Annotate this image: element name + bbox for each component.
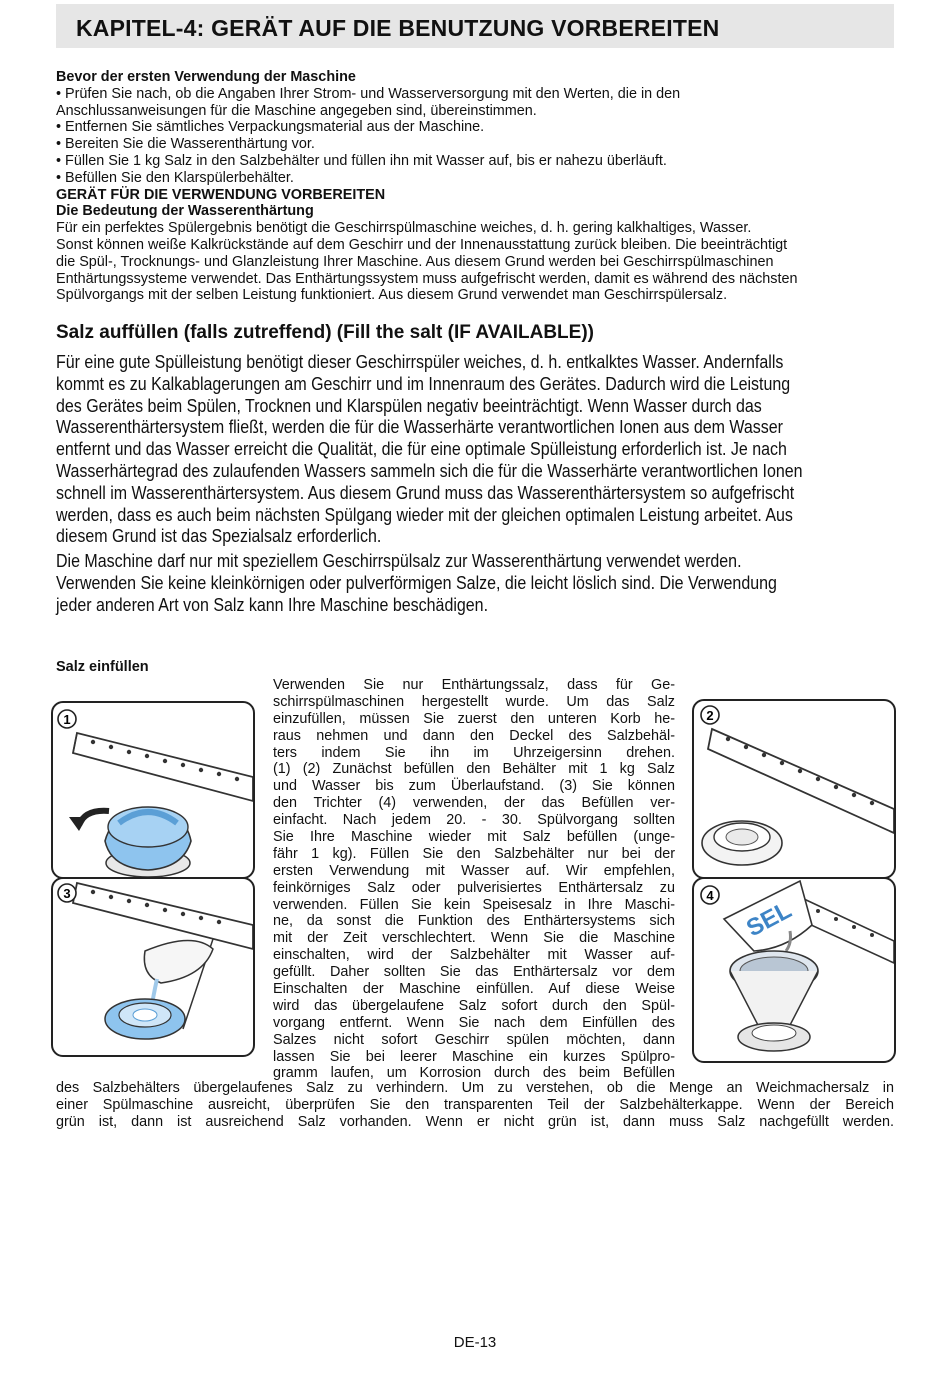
column-line: schirrspülmaschinen hergestellt wurde. Um das Salz bbox=[273, 693, 675, 710]
figure-4-funnel bbox=[692, 877, 896, 1063]
fill-salt-column-text bbox=[273, 677, 675, 1082]
column-line: feinkörniges Salz oder pulverisiertes Enthärtersalz zu bbox=[273, 879, 675, 896]
intro-line: • Prüfen Sie nach, ob die Angaben Ihrer Strom- und Wasserversorgung mit den Werten, die in den bbox=[56, 85, 681, 102]
salt-section-heading: Salz auffüllen (falls zutreffend) (Fill the salt (IF AVAILABLE)) bbox=[56, 322, 594, 343]
bottom-line: grün ist, dann ist ausreichend Salz vorhanden. Wenn er nicht grün ist, dann muss Salz nachgefüllt werden. bbox=[56, 1114, 894, 1130]
intro-subheading-1: GERÄT FÜR DIE VERWENDUNG VORBEREITEN bbox=[56, 186, 386, 203]
column-line: ters indem Sie ihn im Uhrzeigersinn drehen. bbox=[273, 744, 675, 761]
salt-paragraph-line: werden, dass es auch beim nächsten Spülgang wieder mit der gleichen optimalen Leistung arbeitet. Aus bbox=[56, 503, 793, 525]
figure-4-number: 4 bbox=[706, 888, 714, 903]
column-line: ne, da sonst die Funktion des Enthärtersystems sich bbox=[273, 913, 675, 930]
column-line: ersten Verwendung mit Wasser auf. Wir empfehlen, bbox=[273, 862, 675, 879]
bottom-line: des Salzbehälters übergelaufenes Salz zu verhindern. Um zu verstehen, ob die Menge an Weichmachersalz in bbox=[56, 1080, 894, 1096]
chapter-header-bar bbox=[56, 4, 894, 48]
intro-paragraph-line: Spülvorgangs mit der selben Leistung funktioniert. Aus diesem Grund verwendet man Geschirrspülersalz. bbox=[56, 287, 728, 304]
column-line: (1) (2) Zunächst befüllen den Behälter mit 1 kg Salz bbox=[273, 761, 675, 778]
salt-paragraph-line: des Gerätes beim Spülen, Trocknen und Klarspülen negativ beeinträchtigt. Wenn Wasser durch das bbox=[56, 394, 762, 416]
column-line: einfacht. Nach jedem 20. - 30. Spülvorgang sollten bbox=[273, 812, 675, 829]
intro-heading: Bevor der ersten Verwendung der Maschine bbox=[56, 69, 356, 85]
column-line: und Wasser bis zum Überlaufstand. (3) Sie können bbox=[273, 778, 675, 795]
intro-line: • Entfernen Sie sämtliches Verpackungsmaterial aus der Maschine. bbox=[56, 119, 485, 136]
column-line: verwenden. Füllen Sie kein Speisesalz in Ihre Maschi- bbox=[273, 896, 675, 913]
fill-salt-bottom-text bbox=[56, 1080, 894, 1131]
figure-2-open-container bbox=[692, 699, 896, 879]
salt-section-body bbox=[56, 351, 803, 616]
salt-paragraph-line: Wasserenthärtersystem fließt, werden die für die Wasserhärte verantwortlichen Ionen aus dem Wasser bbox=[56, 416, 783, 438]
column-line: Verwenden Sie nur Enthärtungssalz, dass für Ge- bbox=[273, 677, 675, 693]
intro-line: Anschlussanweisungen für die Maschine angegeben sind, übereinstimmen. bbox=[56, 102, 537, 119]
column-line: fähr 1 kg). Füllen Sie den Salzbehälter nur bei der bbox=[273, 845, 675, 862]
salt-paragraph-line: Wasserhärtegrad des zulaufenden Wassers sammeln sich die für die Wasserhärte verantwortlichen Ionen bbox=[56, 459, 803, 481]
salt-paragraph-line: schnell im Wasserenthärtersystem. Aus diesem Grund muss das Wasserenthärtersystem so aufgefrischt bbox=[56, 481, 795, 503]
column-line: Einschalten der Maschine einfüllen. Auf diese Weise bbox=[273, 981, 675, 998]
page-number: DE-13 bbox=[453, 1334, 497, 1351]
fill-salt-heading: Salz einfüllen bbox=[56, 659, 149, 675]
column-line: einzufüllen, müssen Sie zuerst den unteren Korb he- bbox=[273, 710, 675, 727]
salt-paragraph-line: diesem Grund ist das Spezialsalz erforderlich. bbox=[56, 525, 382, 547]
intro-section bbox=[56, 69, 896, 304]
column-line: lassen Sie bei leerer Maschine ein kurzes Spülpro- bbox=[273, 1048, 675, 1065]
chapter-title: KAPITEL-4: GERÄT AUF DIE BENUTZUNG VORBEREITEN bbox=[76, 15, 720, 41]
funnel-label: SEL bbox=[742, 896, 797, 943]
salt-paragraph-line: Die Maschine darf nur mit speziellem Geschirrspülsalz zur Wasserenthärtung verwendet werden. bbox=[56, 550, 742, 572]
figure-3-number: 3 bbox=[63, 886, 71, 901]
column-line: gramm laufen, um Korrosion durch des beim Befüllen bbox=[273, 1065, 675, 1082]
salt-paragraph-line: jeder anderen Art von Salz kann Ihre Maschine beschädigen. bbox=[56, 593, 489, 615]
intro-line: • Bereiten Sie die Wasserenthärtung vor. bbox=[56, 136, 315, 153]
column-line: Sie Ihre Maschine wieder mit Salz befüllen (unge- bbox=[273, 829, 675, 846]
column-line: Salzes nicht sofort Geschirr spülen möchten, dann bbox=[273, 1031, 675, 1048]
intro-line: • Befüllen Sie den Klarspülerbehälter. bbox=[56, 169, 294, 186]
column-line: vorgang entfernt. Wenn Sie nach dem Einfüllen des bbox=[273, 1014, 675, 1031]
figure-1-remove-cap bbox=[51, 701, 255, 879]
salt-paragraph-line: Verwenden Sie keine kleinkörnigen oder pulverförmigen Salze, die leicht löslich sind. Die Verwendung bbox=[56, 571, 777, 593]
column-line: gefüllt. Daher sollten Sie das Enthärtersalz vor dem bbox=[273, 964, 675, 981]
column-line: einschalten, wird der Salzbehälter mit Wasser auf- bbox=[273, 947, 675, 964]
column-line: den Trichter (4) verwenden, der das Befüllen ver- bbox=[273, 795, 675, 812]
column-line: raus nehmen und dann den Deckel des Salzbehäl- bbox=[273, 727, 675, 744]
column-line: mit der Zeit verschlechtert. Wenn Sie die Maschine bbox=[273, 930, 675, 947]
intro-paragraph-line: Enthärtungssysteme verwendet. Das Enthärtungssystem muss aufgefrischt werden, damit es während des nächsten bbox=[56, 270, 798, 287]
salt-paragraph-line: kommt es zu Kalkablagerungen am Geschirr und im Innenraum des Gerätes. Dadurch wird die Leistung bbox=[56, 372, 791, 394]
salt-paragraph-line: Für eine gute Spülleistung benötigt dieser Geschirrspüler weiches, d. h. entkalktes Wasser. Andernfalls bbox=[56, 351, 784, 372]
intro-paragraph-line: die Spül-, Trocknungs- und Glanzleistung Ihrer Maschine. Aus diesem Grund werden bei Geschirrspülmaschinen bbox=[56, 253, 774, 270]
intro-paragraph-line: Sonst können weiße Kalkrückstände auf dem Geschirr und der Innenausstattung zurück bleiben. Die beeinträchtigt bbox=[56, 236, 788, 253]
intro-line: • Füllen Sie 1 kg Salz in den Salzbehälter und füllen ihn mit Wasser auf, bis er nahezu überläuft. bbox=[56, 152, 667, 169]
salt-paragraph-line: entfernt und das Wasser erreicht die Qualität, die für eine optimale Spülleistung erforderlich ist. Je nach bbox=[56, 438, 787, 460]
figure-2-number: 2 bbox=[706, 708, 714, 723]
bottom-line: einer Spülmaschine ausreicht, überprüfen Sie den transparenten Teil der Salzbehälterkappe. Wenn der Bereich bbox=[56, 1097, 894, 1113]
figure-3-fill-water bbox=[51, 877, 255, 1057]
figure-1-number: 1 bbox=[63, 712, 71, 727]
column-line: wird das übergelaufene Salz sofort durch den Spül- bbox=[273, 997, 675, 1014]
intro-paragraph-line: Für ein perfektes Spülergebnis benötigt die Geschirrspülmaschine weiches, d. h. gering kalkhaltiges, Wasser. bbox=[56, 220, 752, 237]
intro-subheading-2: Die Bedeutung der Wasserenthärtung bbox=[56, 203, 314, 220]
